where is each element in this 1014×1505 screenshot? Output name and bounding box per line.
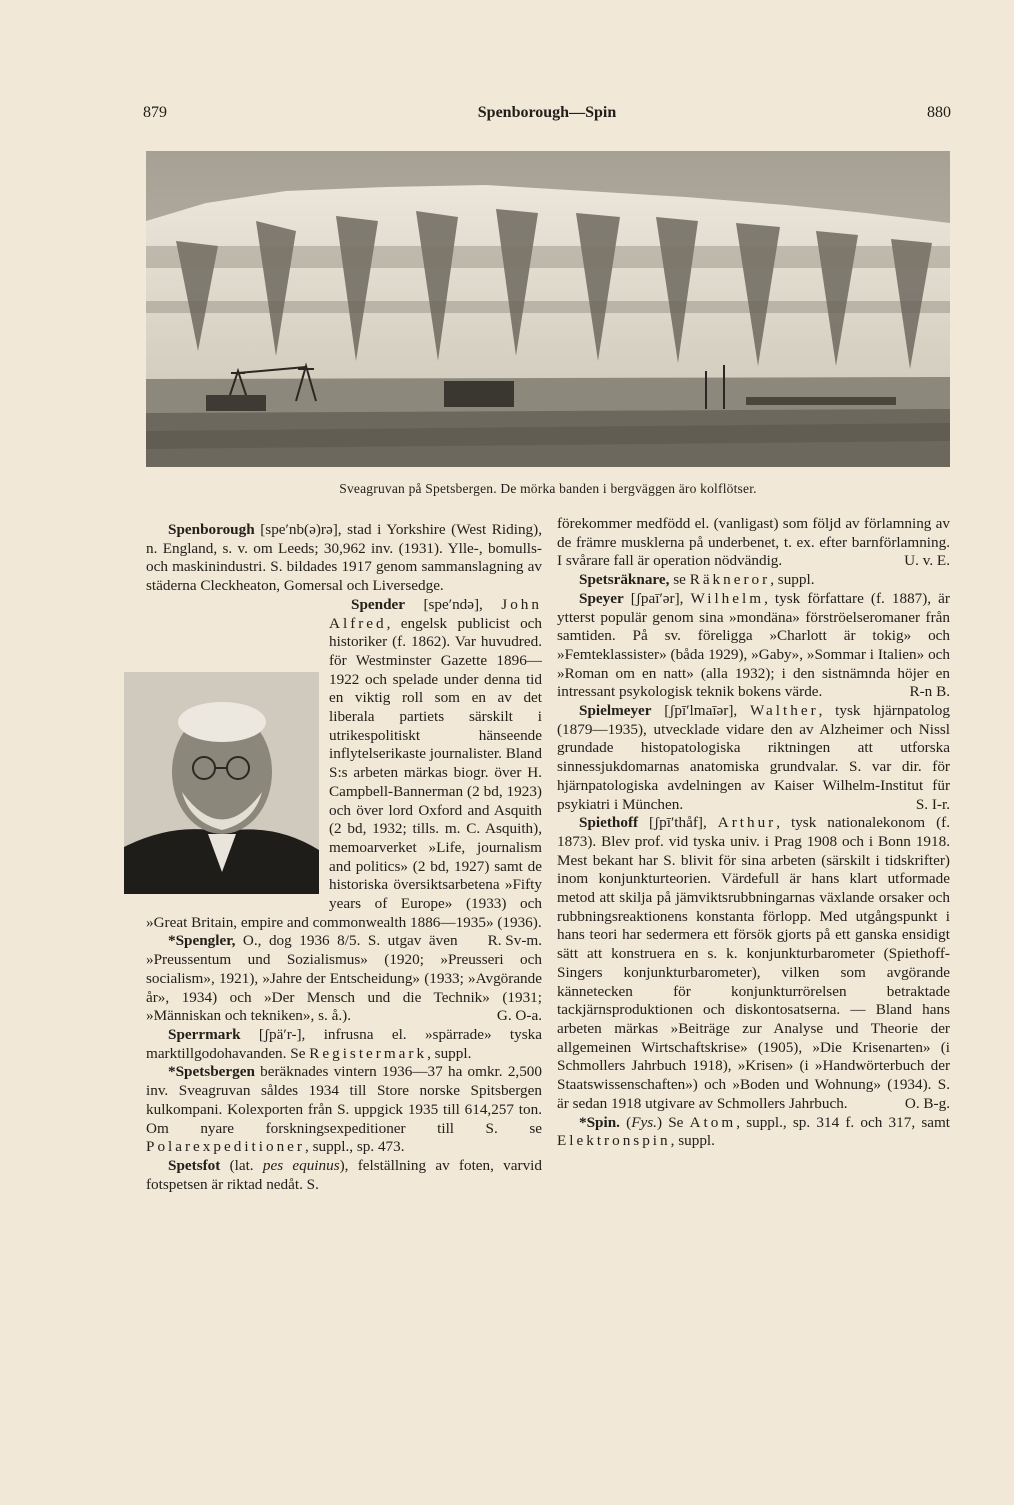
- cross-reference: Polarexpeditioner: [146, 1138, 305, 1156]
- figure-caption: Sveagruvan på Spetsbergen. De mörka banden i bergväggen äro kolflötser.: [339, 481, 757, 496]
- page-number-right: 880: [927, 104, 951, 121]
- entry-spetsbergen: *Spetsbergen beräknades vintern 1936—37 ha omkr. 2,500 inv. Sveagruvan såldes 1934 till Store norske Spitsbergen kulkompani. Kolexporten från S. uppgick 1935 till 614,257 ton. Om nyare forskningsexpeditioner till S. se Polarexpeditioner, suppl., sp. 473.: [146, 1063, 542, 1156]
- author-signature: S. I-r.: [915, 795, 950, 813]
- author-signature: G. O-a.: [496, 1007, 542, 1025]
- entry-spenborough: Spenborough [spe′nb(ə)rə], stad i Yorkshire (West Riding), n. England, s. v. om Leeds; 30,962 inv. (1931). Ylle-, bomulls- och maskinindustri. S. bildades 1917 genom sammanslagning av städerna Cleckheaton, Gomersal och Liversedge.: [146, 521, 542, 595]
- left-column: [146, 521, 542, 1194]
- page-header: [143, 104, 951, 128]
- entry-head: Spenborough: [168, 521, 255, 538]
- spender-portrait: [124, 672, 319, 894]
- entry-sperrmark: Sperrmark [ʃpä′r-], infrusna el. »spärrade» tyska marktillgodohavanden. Se Registermark, suppl.: [146, 1025, 542, 1062]
- entry-speyer: Speyer [ʃpaī′ər], Wilhelm, tysk författare (f. 1887), är ytterst populär genom sina »mondäna» förströelseromaner från samtiden. På sv. föreligga »Charlott är tokig» och »Femteklassister» (båda 1929), »Gaby», »Sommar i Italien» och »Roman om en natt» (alla 1932); i den sistnämnda höjer en intressant psykologisk teknik bokens värde. R-n B.: [557, 589, 950, 701]
- cross-reference: Registermark: [309, 1044, 428, 1062]
- entry-spender: Spender [spe′ndə], John Alfred, engelsk publicist och historiker (f. 1862). Var huvudred. för Westminster Gazette 1896—1922 och spelade under denna tid en viktig roll som en av det liberala partiets särskilt i utrikespolitiskt hänseende inflytelserikaste journalister. Bland S:s arbeten märkas biogr. över H. Campbell-Bannerman (2 bd, 1923) och över lord Oxford and Asquith (2 bd, 1932; tills. m. C. Asquith), memoarverket »Life, journalism and politics» (2 bd, 1927) samt de historiska översiktsarbetena »Fifty years of Europe» (1933) och »Great Britain, empire and commonwealth 1886—1935» (1936). R. Sv-m.: [146, 596, 542, 933]
- field-abbreviation: Fys.: [631, 1113, 657, 1131]
- person-name: Walther: [749, 702, 819, 720]
- portrait-illustration: [124, 672, 319, 894]
- author-signature: R. Sv-m.: [487, 932, 542, 950]
- entry-spielmeyer: Spielmeyer [ʃpī′lmaīər], Walther, tysk hjärnpatolog (1879—1935), utvecklade vidare den av Alzheimer och Nissl grundade histopatologiska riktningen att utforska sinnessjukdomarnas anatomiska grundvalar. S. var dir. för hjärnpatologiska avdelningen av Kaiser Wilhelm-Institut für psykiatri i München. S. I-r.: [557, 702, 950, 813]
- entry-head: Spetsfot: [168, 1156, 221, 1174]
- author-signature: U. v. E.: [904, 552, 950, 570]
- entry-spetsraknare: Spetsräknare, se Räkneror, suppl.: [579, 571, 815, 589]
- mountain-mine-illustration: [146, 151, 950, 467]
- entry-head: Spielmeyer: [579, 702, 652, 720]
- entry-head: Spiethoff: [579, 814, 639, 832]
- cross-reference: Räkneror: [689, 571, 771, 589]
- sveagruvan-photo: [146, 151, 950, 467]
- entry-spetsfot: Spetsfot (lat. pes equinus), felställning av foten, varvid fotspetsen är riktad nedåt. S.: [146, 1156, 542, 1193]
- cross-reference: Atom: [689, 1113, 737, 1131]
- person-name: Wilhelm: [690, 589, 765, 607]
- entry-head: Spender: [351, 595, 406, 613]
- entry-head: Sperrmark: [168, 1025, 241, 1043]
- right-column: [557, 515, 950, 1151]
- entry-head: Speyer: [579, 589, 624, 607]
- person-name: Arthur: [717, 814, 777, 832]
- running-title: Spenborough—Spin: [477, 104, 617, 121]
- entry-spengler: *Spengler, O., dog 1936 8/5. S. utgav även »Preussentum und Sozialismus» (1920; »Preusseri och socialism», 1921), »Jahre der Entscheidung» (1933; »Avgörande år», 1934) och »Der Mensch und die Technik» (1931; »Människan och tekniken», s. å.). G. O-a.: [146, 932, 542, 1025]
- author-signature: R-n B.: [909, 683, 950, 701]
- entry-spiethoff: Spiethoff [ʃpī′thåf], Arthur, tysk nationalekonom (f. 1873). Blev prof. vid tyska univ. i Prag 1908 och i Bonn 1918. Mest bekant har S. blivit för sina arbeten (särskilt i tidskrifter) inom konjunkturteorien. Värdefull är hans klart utformade metod att skilja på jämviktsrubbningarnas växlande orsaker och rubbningsreaktionens konstanta förlopp. Med utgångspunkt i hans teori har sedermera ett försök gjorts på ett ganska ensidigt sätt att konstruera en s. k. konjunkturbarometer (Spiethoff-Singers konjunkturbarometer), vilken som avgörande kännetecken för konjunkturrörelsen betraktade tackjärnsproduktionen och diskontosatserna. — Bland hans arbeten märkas »Beiträge zur Analyse und Theorie der allgemeinen Wirtschaftskrise» (1905), »Die Krisenarten» (i Schmollers Jahrbuch 1918), »Krisen» (i »Handwörterbuch der Staatswissenschaften») och »Boden und Wohnung» (1934). S. är sedan 1918 utgivare av Schmollers Jahrbuch. O. B-g.: [557, 814, 950, 1112]
- latin-term: pes equinus: [262, 1156, 340, 1174]
- entry-spin: *Spin. (Fys.) Se Atom, suppl., sp. 314 f. och 317, samt Elektronspin, suppl.: [557, 1113, 950, 1150]
- entry-head: Spetsräknare,: [579, 571, 670, 589]
- entry-head: *Spengler,: [168, 932, 236, 950]
- author-signature: O. B-g.: [904, 1094, 950, 1112]
- entry-spetsfot-continued: förekommer medfödd el. (vanligast) som följd av förlamning av de främre musklerna på underbenet, t. ex. efter barnförlamning. I svårare fall är operation nödvändig. U. v. E.: [557, 515, 950, 570]
- person-name: John Alfred: [329, 595, 542, 632]
- page-number-left: 879: [143, 104, 167, 121]
- entry-head: *Spetsbergen: [168, 1063, 255, 1081]
- entry-head: *Spin.: [579, 1113, 620, 1131]
- cross-reference: Elektronspin: [557, 1132, 671, 1150]
